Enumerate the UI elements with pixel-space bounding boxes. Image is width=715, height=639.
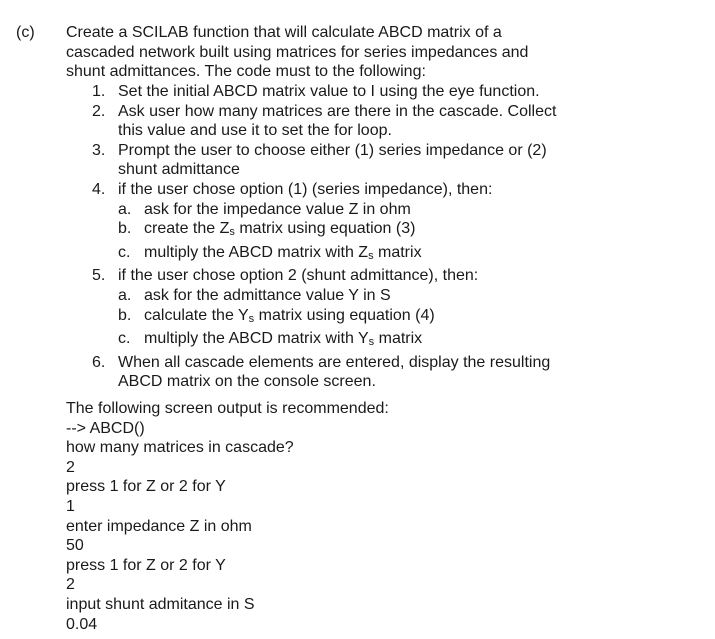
step-text: shunt admittance — [118, 161, 240, 179]
step-item — [92, 141, 692, 180]
step-text: Prompt the user to choose either (1) series impedance or (2) — [118, 141, 547, 159]
console-line: press 1 for Z or 2 for Y — [66, 556, 226, 574]
steps-list — [92, 82, 692, 392]
substep-text-part: matrix using equation (3) — [234, 220, 416, 238]
step-text: Set the initial ABCD matrix value to I using the eye function. — [118, 83, 540, 100]
matrix-symbol: Z — [219, 220, 230, 238]
substep-letter: b. — [118, 306, 132, 324]
substep-letter: b. — [118, 220, 132, 238]
console-output-example — [66, 399, 666, 634]
matrix-symbol: Y — [358, 330, 369, 348]
substep-item — [92, 200, 692, 220]
console-line: 1 — [66, 497, 75, 515]
console-line: --> ABCD() — [66, 419, 145, 437]
substep-item — [92, 286, 692, 306]
substep-letter: a. — [118, 200, 132, 218]
step-number: 2. — [92, 102, 106, 120]
step-item — [92, 266, 692, 286]
question-intro — [66, 23, 686, 82]
matrix-subscript: s — [368, 249, 374, 262]
console-line: press 1 for Z or 2 for Y — [66, 478, 226, 496]
matrix-symbol: Z — [358, 243, 369, 261]
substep-text-part: create the — [144, 220, 220, 238]
console-line: input shunt admitance in S — [66, 595, 255, 613]
step-text: if the user chose option 2 (shunt admittance), then: — [118, 267, 479, 285]
matrix-symbol: Y — [238, 306, 249, 324]
step-number: 4. — [92, 180, 106, 198]
step-text: Ask user how many matrices are there in the cascade. Collect — [118, 102, 557, 120]
intro-line: Create a SCILAB function that will calculate ABCD matrix of a — [66, 24, 502, 41]
substep-text-part: calculate the — [144, 306, 238, 324]
step-item — [92, 82, 692, 102]
step-item — [92, 102, 692, 141]
substep-text-part: matrix — [374, 330, 423, 348]
console-line: 0.04 — [66, 615, 98, 633]
output-heading: The following screen output is recommended: — [66, 400, 389, 417]
matrix-subscript: s — [229, 226, 235, 239]
substep-text-part: ask for the impedance value Z in ohm — [144, 200, 411, 218]
substep-letter: c. — [118, 330, 131, 348]
console-line: 2 — [66, 576, 75, 594]
substep-text-part: matrix — [373, 243, 422, 261]
substep-item — [92, 329, 692, 353]
intro-line: shunt admittances. The code must to the following: — [66, 63, 426, 81]
step-text: ABCD matrix on the console screen. — [118, 373, 376, 391]
substep-item — [92, 306, 692, 330]
substep-text-part: ask for the admittance value Y in S — [144, 286, 391, 304]
intro-line: cascaded network built using matrices for series impedances and — [66, 43, 529, 61]
substep-letter: a. — [118, 286, 132, 304]
substep-text — [144, 200, 692, 220]
step-text: if the user chose option (1) (series impedance), then: — [118, 180, 493, 198]
substep-text — [144, 286, 692, 306]
step-number: 1. — [92, 83, 106, 100]
step-item — [92, 353, 692, 392]
substep-text — [144, 243, 692, 267]
console-line: 2 — [66, 458, 75, 476]
step-text: When all cascade elements are entered, display the resulting — [118, 353, 551, 371]
substep-item — [92, 243, 692, 267]
console-line: 50 — [66, 537, 84, 555]
console-line: how many matrices in cascade? — [66, 439, 294, 457]
substep-item — [92, 219, 692, 243]
substep-text — [144, 219, 692, 243]
step-number: 5. — [92, 267, 106, 285]
step-item — [92, 180, 692, 200]
substep-text-part: multiply the ABCD matrix with — [144, 243, 359, 261]
console-line: enter impedance Z in ohm — [66, 517, 252, 535]
matrix-subscript: s — [368, 336, 375, 349]
matrix-subscript: s — [248, 312, 255, 325]
substep-text-part: multiply the ABCD matrix with — [144, 330, 358, 348]
step-number: 3. — [92, 141, 106, 159]
step-number: 6. — [92, 353, 106, 371]
substep-letter: c. — [118, 243, 131, 261]
substep-text-part: matrix using equation (4) — [254, 306, 435, 324]
substep-text — [144, 329, 692, 353]
substep-text — [144, 306, 692, 330]
step-text: this value and use it to set the for loop. — [118, 122, 392, 140]
question-label: (c) — [16, 24, 35, 41]
